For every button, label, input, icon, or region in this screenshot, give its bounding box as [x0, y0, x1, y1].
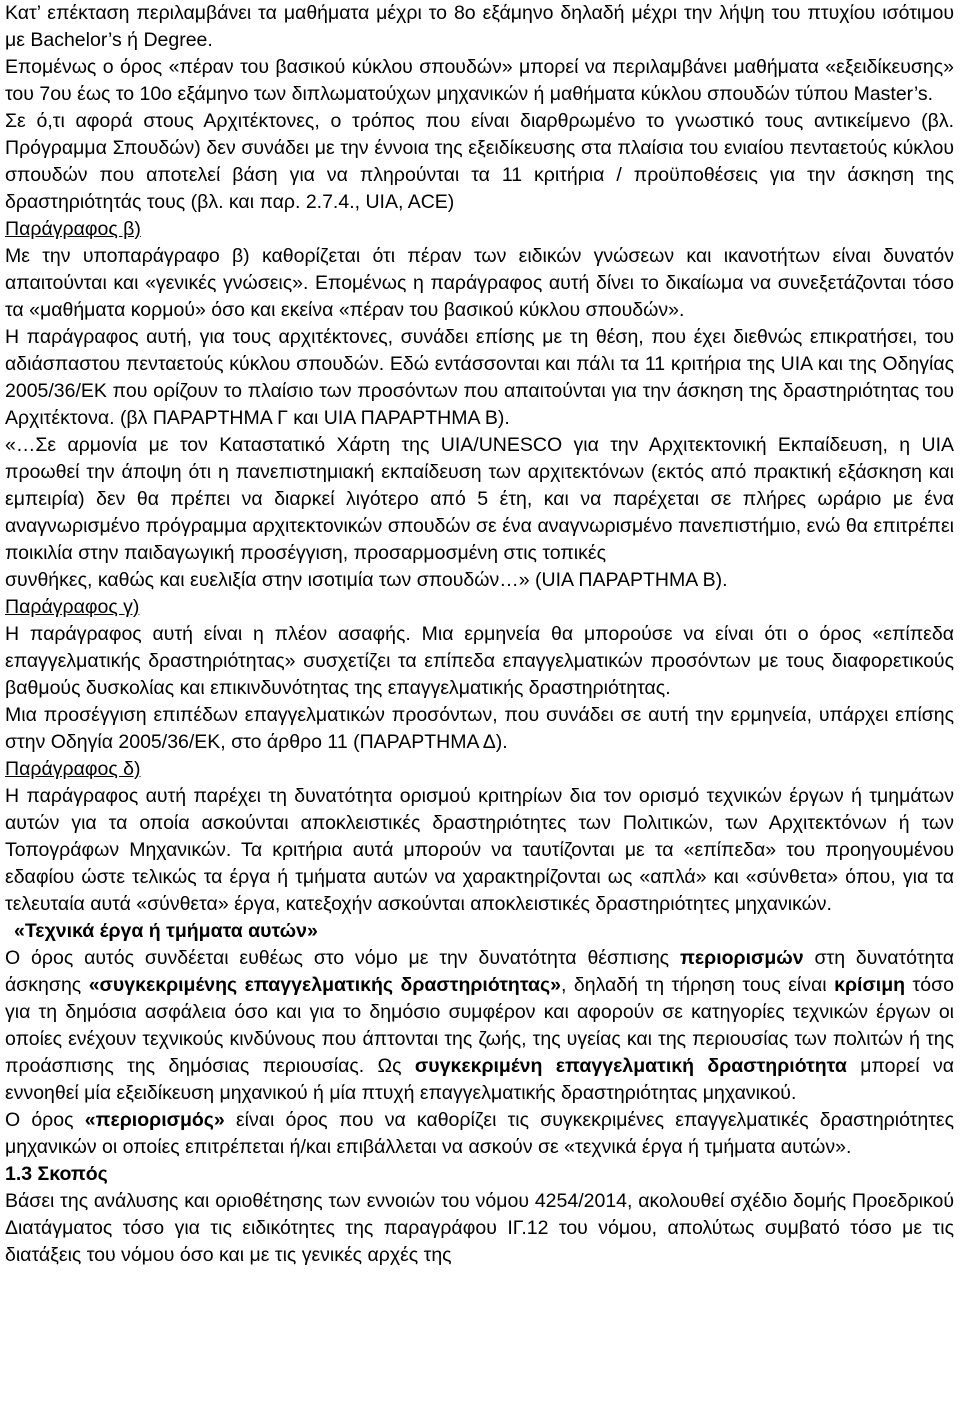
paragraph-general-knowledge: Με την υποπαράγραφο β) καθορίζεται ότι πέραν των ειδικών γνώσεων και ικανοτήτων είναι δυνατόν απαιτούνται και «γενικές γνώσεις». Επομένως η παράγραφος αυτή δίνει το δικαίωμα να συνεξετάζονται τόσο τα «μαθήματα κορμού» όσο και εκείνα «πέραν του βασικού κύκλου σπουδών». — [5, 245, 954, 321]
heading-technical-works: «Τεχνικά έργα ή τμήματα αυτών» — [14, 920, 318, 942]
paragraph-directive-article-11: Μια προσέγγιση επιπέδων επαγγελματικών προσόντων, που συνάδει σε αυτή την ερμηνεία, υπάρχει επίσης στην Οδηγία 2005/36/ΕΚ, στο άρθρο 11 (ΠΑΡΑΡΤΗΜΑ Δ). — [5, 704, 954, 753]
heading-paragraph-d: Παράγραφος δ) — [5, 758, 141, 780]
heading-section-1-3: 1.3 Σκοπός — [5, 1163, 108, 1185]
paragraph-restriction-term: Ο όρος «περιορισμός» είναι όρος που να καθορίζει τις συγκεκριμένες επαγγελματικές δραστηριότητες μηχανικών οι οποίες επιτρέπεται ή/και επιβάλλεται να ασκούν σε «τεχνικά έργα ή τμήματα αυτών». — [5, 1109, 955, 1158]
paragraph-bachelor: Κατ’ επέκταση περιλαμβάνει τα μαθήματα μέχρι το 8ο εξάμηνο δηλαδή μέχρι την λήψη του πτυχίου ισότιμου με Bachelor’s ή Degree. — [5, 2, 954, 51]
paragraph-uia-quote-end: συνθήκες, καθώς και ευελιξία στην ισοτιμία των σπουδών…» (UIA ΠΑΡΑΡΤΗΜΑ Β). — [5, 569, 728, 591]
heading-paragraph-g: Παράγραφος γ) — [5, 596, 140, 618]
paragraph-purpose: Βάσει της ανάλυσης και οριοθέτησης των εννοιών του νόμου 4254/2014, ακολουθεί σχέδιο δομής Προεδρικού Διατάγματος τόσο για τις ειδικότητες της παραγράφου ΙΓ.12 του νόμου, απολύτως συμβατό τόσο με τις διατάξεις του νόμου όσο και με τις γενικές αρχές της — [5, 1190, 954, 1266]
paragraph-uia-quote: «…Σε αρμονία με τον Καταστατικό Χάρτη της UIA/UNESCO για την Αρχιτεκτονική Εκπαίδευση, η UIA προωθεί την άποψη ότι η πανεπιστημιακή εκπαίδευση των αρχιτεκτόνων (εκτός από πρακτική εξάσκηση και εμπειρία) δεν θα πρέπει να διαρκεί λιγότερο από 5 έτη, και να παρέχεται σε πλήρες ωράριο με ένα αναγνωρισμένο πρόγραμμα αρχιτεκτονικών σπουδών σε ένα αναγνωρισμένο πανεπιστήμιο, ενώ θα επιτρέπει ποικιλία στην παιδαγωγική προσέγγιση, προσαρμοσμένη στις τοπικές — [5, 434, 954, 564]
paragraph-architects-curriculum: Σε ό,τι αφορά στους Αρχιτέκτονες, ο τρόπος που είναι διαρθρωμένο το γνωστικό τους αντικείμενο (βλ. Πρόγραμμα Σπουδών) δεν συνάδει με την έννοια της εξειδίκευσης στα πλαίσια του ενιαίου πενταετούς κύκλου σπουδών που αποτελεί βάση για να πληρούνται τα 11 κριτήρια / προϋποθέσεις για την άσκηση της δραστηριότητάς τους (βλ. και παρ. 2.7.4., UIA, ACE) — [5, 110, 954, 213]
paragraph-five-year-cycle: Η παράγραφος αυτή, για τους αρχιτέκτονες, συνάδει επίσης με τη θέση, που έχει διεθνώς επικρατήσει, του αδιάσπαστου πενταετούς κύκλου σπουδών. Εδώ εντάσσονται και πάλι τα 11 κριτήρια της UIA και της Οδηγίας 2005/36/ΕΚ που ορίζουν το πλαίσιο των προσόντων που απαιτούνται για την άσκηση της δραστηριότητας του Αρχιτέκτονα. (βλ ΠΑΡΑΡΤΗΜΑ Γ και UIA ΠΑΡΑΡΤΗΜΑ Β). — [5, 326, 954, 429]
paragraph-restrictions: Ο όρος αυτός συνδέεται ευθέως στο νόμο με την δυνατότητα θέσπισης περιορισμών στη δυνατότητα άσκησης «συγκεκριμένης επαγγελματικής δραστηριότητας», δηλαδή τη τήρηση τους είναι κρίσιμη τόσο για τη δημόσια ασφάλεια όσο και για το δημόσιο συμφέρον και αφορούν σε κατηγορίες τεχνικών έργων οι οποίες ενέχουν τεχνικούς κινδύνους που άπτονται της ζωής, της υγείας και της περιουσίας των πολιτών ή της προάσπισης της δημόσιας περιουσίας. Ως συγκεκριμένη επαγγελματική δραστηριότητα μπορεί να εννοηθεί μία εξειδίκευση μηχανικού ή μία πτυχή επαγγελματικής δραστηριότητας μηχανικού. — [5, 947, 954, 1104]
paragraph-beyond-basic-cycle: Επομένως ο όρος «πέραν του βασικού κύκλου σπουδών» μπορεί να περιλαμβάνει μαθήματα «εξειδίκευσης» του 7ου έως το 10ο εξάμηνο των διπλωματούχων μηχανικών ή μαθήματα κύκλου σπουδών τύπου Master’s. — [5, 56, 954, 105]
heading-paragraph-b: Παράγραφος β) — [5, 218, 141, 240]
paragraph-professional-levels: Η παράγραφος αυτή είναι η πλέον ασαφής. Μια ερμηνεία θα μπορούσε να είναι ότι ο όρος «επίπεδα επαγγελματικής δραστηριότητας» συσχετίζει τα επίπεδα επαγγελματικών προσόντων με τους διαφορετικούς βαθμούς δυσκολίας και επικινδυνότητας της επαγγελματικής δραστηριότητας. — [5, 623, 954, 699]
paragraph-technical-works-criteria: Η παράγραφος αυτή παρέχει τη δυνατότητα ορισμού κριτηρίων δια τον ορισμό τεχνικών έργων ή τμημάτων αυτών για τα οποία ασκούνται αποκλειστικές δραστηριότητες των Πολιτικών, των Αρχιτεκτόνων ή των Τοπογράφων Μηχανικών. Τα κριτήρια αυτά μπορούν να ταυτίζονται με τα «επίπεδα» του προηγουμένου εδαφίου ώστε τελικώς τα έργα ή τμήματα αυτών να χαρακτηρίζονται ως «απλά» και «σύνθετα» όπου, για τα τελευταία αυτά «σύνθετα» έργα, κατεξοχήν ασκούνται αποκλειστικές δραστηριότητες μηχανικών. — [5, 785, 954, 915]
